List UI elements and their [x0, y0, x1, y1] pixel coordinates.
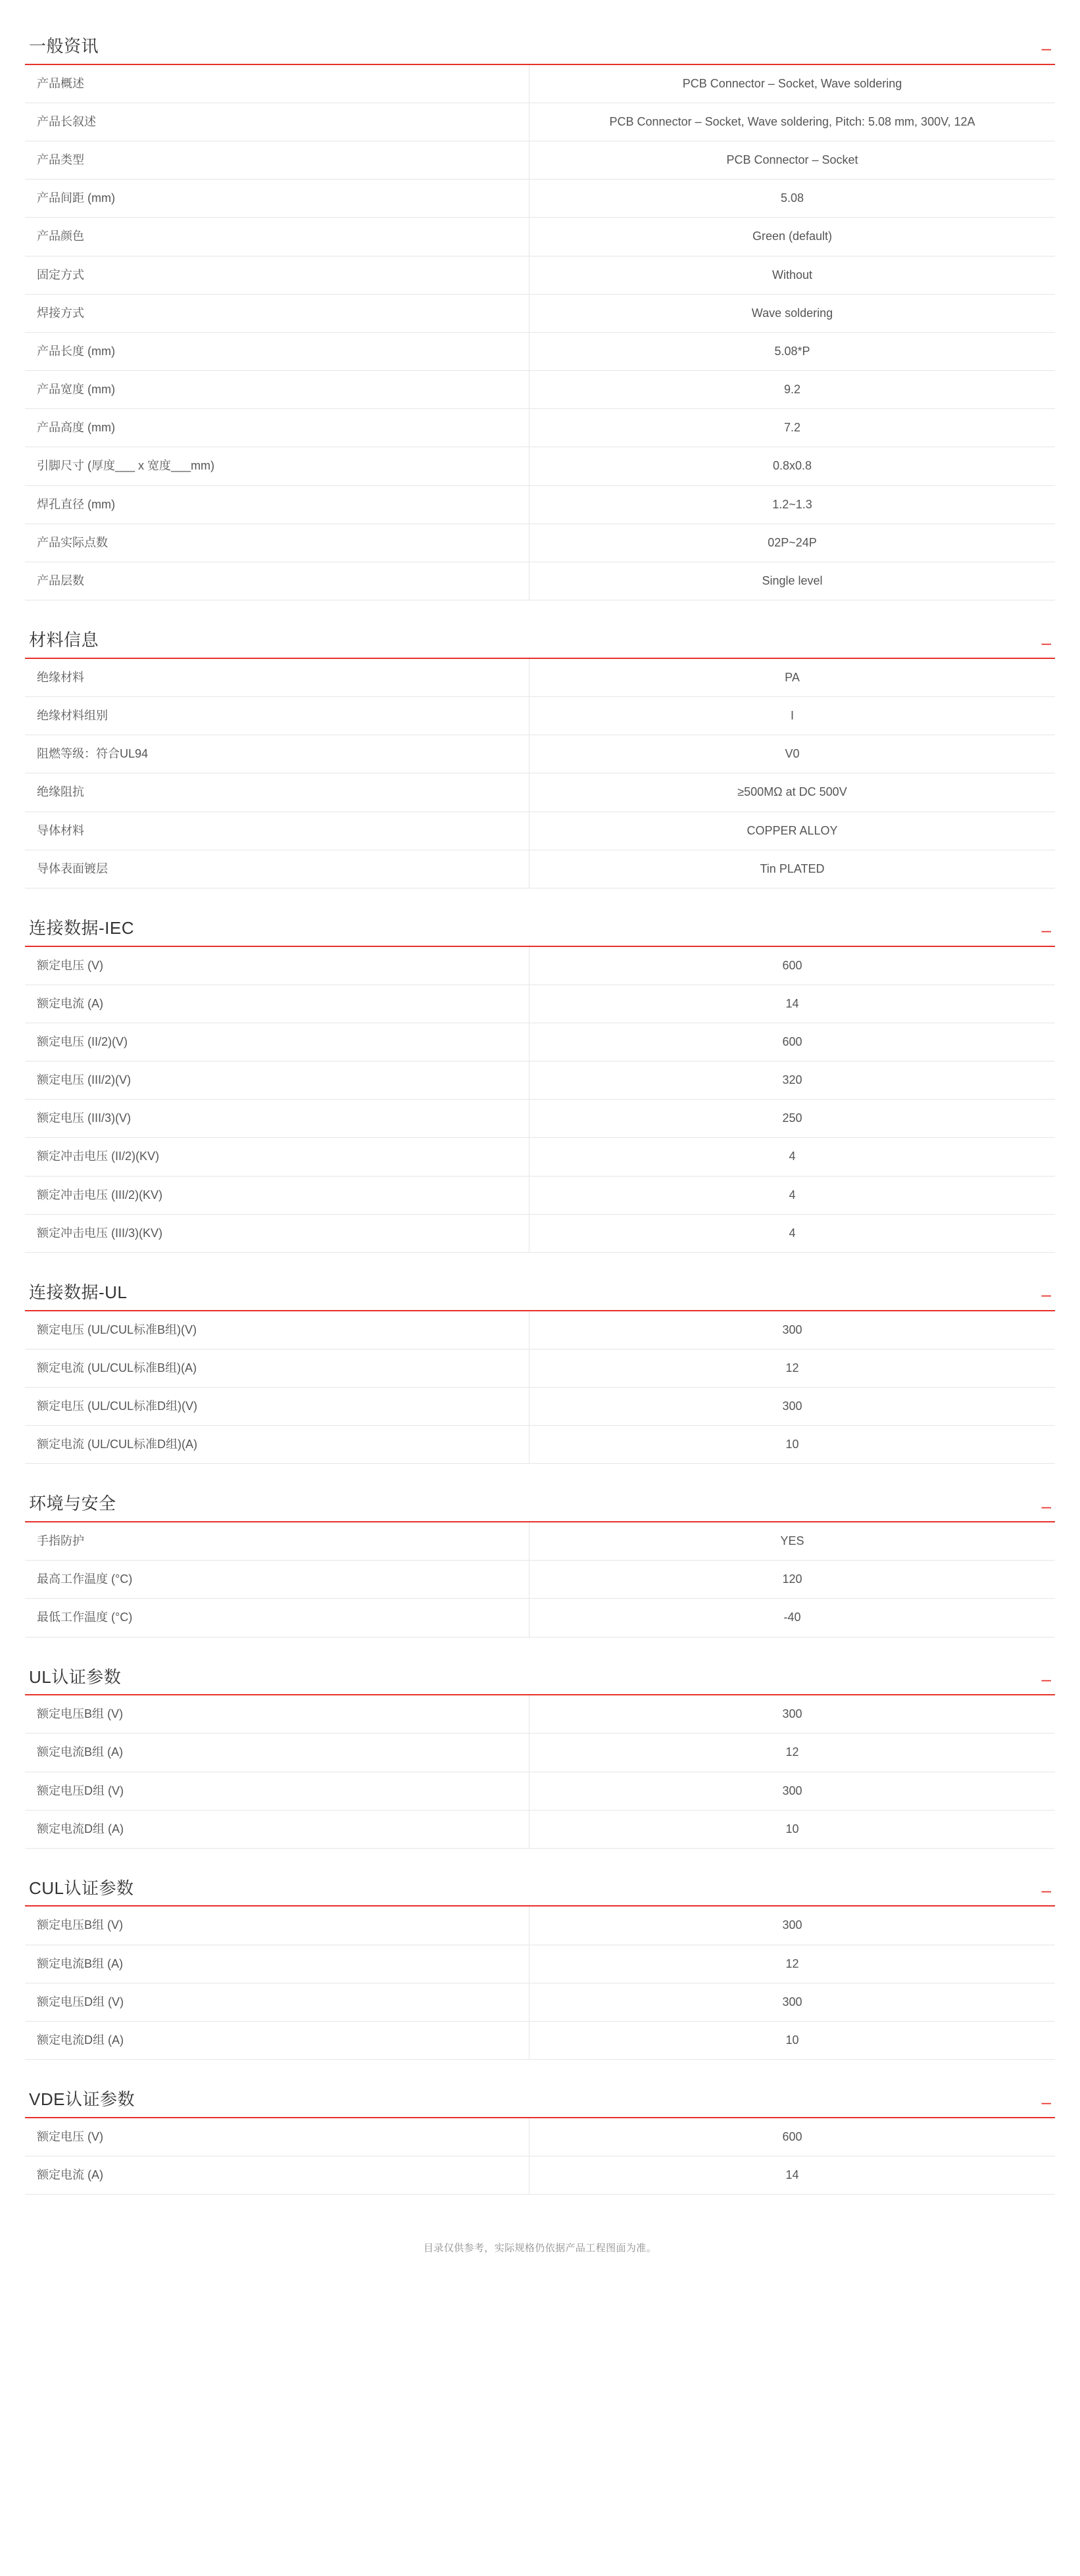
table-row: [25, 1907, 1055, 1945]
spec-key: 导体表面镀层: [25, 850, 529, 888]
spec-value: 7.2: [783, 421, 801, 435]
spec-key: 产品宽度 (mm): [25, 371, 529, 409]
spec-value: 600: [782, 958, 802, 972]
spec-section: [25, 1283, 1055, 1464]
section-title: 环境与安全: [29, 1494, 116, 1514]
collapse-minus-icon[interactable]: –: [1041, 1668, 1051, 1689]
spec-value: PCB Connector – Socket: [726, 153, 858, 166]
section-header[interactable]: [25, 37, 1055, 65]
spec-value: Single level: [762, 574, 823, 588]
table-row: [25, 294, 1055, 332]
section-header[interactable]: [25, 1879, 1055, 1907]
spec-key: 额定电压D组 (V): [25, 1983, 529, 2021]
spec-key: 额定电流 (A): [25, 984, 529, 1023]
table-row: [25, 103, 1055, 141]
spec-section: [25, 631, 1055, 888]
spec-key: 焊孔直径 (mm): [25, 485, 529, 523]
spec-key: 产品实际点数: [25, 523, 529, 562]
top-spacer: [25, 0, 1055, 7]
table-row: [25, 562, 1055, 600]
spec-value: 300: [782, 1784, 802, 1797]
spec-key: 绝缘阻抗: [25, 773, 529, 812]
spec-key: 产品层数: [25, 562, 529, 600]
table-row: [25, 850, 1055, 888]
spec-key: 产品颜色: [25, 218, 529, 256]
spec-key: 产品类型: [25, 141, 529, 179]
section-title: VDE认证参数: [29, 2089, 135, 2110]
table-row: [25, 371, 1055, 409]
spec-value: ≥500MΩ at DC 500V: [737, 785, 847, 799]
spec-key: 最低工作温度 (°C): [25, 1599, 529, 1637]
table-row: [25, 659, 1055, 697]
footer-note: 目录仅供参考，实际规格仍依据产品工程图面为准。: [423, 2243, 657, 2254]
spec-section: [25, 919, 1055, 1253]
spec-value: 14: [785, 2168, 799, 2181]
collapse-minus-icon[interactable]: –: [1041, 1284, 1051, 1305]
spec-value: Tin PLATED: [760, 862, 825, 875]
spec-value: PA: [785, 670, 800, 684]
section-title: 连接数据-IEC: [29, 917, 135, 938]
section-title: 连接数据-UL: [29, 1282, 128, 1303]
spec-section: [25, 1494, 1055, 1637]
spec-table: [25, 659, 1055, 888]
table-row: [25, 1349, 1055, 1387]
spec-key: 额定电流 (A): [25, 2156, 529, 2195]
table-row: [25, 984, 1055, 1023]
spec-key: 额定电流D组 (A): [25, 2022, 529, 2060]
spec-value: 300: [782, 1918, 802, 1932]
spec-table: [25, 947, 1055, 1253]
spec-table: [25, 1522, 1055, 1638]
spec-value: 320: [782, 1073, 802, 1087]
table-row: [25, 1100, 1055, 1138]
spec-table: [25, 65, 1055, 601]
table-row: [25, 65, 1055, 103]
spec-value: 10: [785, 1822, 799, 1835]
table-row: [25, 1734, 1055, 1772]
spec-value: I: [790, 709, 794, 722]
table-row: [25, 180, 1055, 218]
collapse-minus-icon[interactable]: –: [1041, 1495, 1051, 1516]
spec-key: 额定电流B组 (A): [25, 1734, 529, 1772]
table-row: [25, 1214, 1055, 1252]
spec-value: 600: [782, 1034, 802, 1048]
section-header[interactable]: [25, 919, 1055, 947]
spec-section: [25, 2090, 1055, 2195]
spec-key: 额定电压 (III/2)(V): [25, 1061, 529, 1100]
section-title: 材料信息: [29, 630, 99, 650]
table-row: [25, 1311, 1055, 1349]
table-row: [25, 332, 1055, 370]
section-title: CUL认证参数: [29, 1878, 134, 1898]
spec-key: 额定冲击电压 (III/2)(KV): [25, 1176, 529, 1214]
table-row: [25, 523, 1055, 562]
section-title: 一般资讯: [29, 36, 99, 56]
spec-table: [25, 1907, 1055, 2060]
spec-key: 导体材料: [25, 812, 529, 850]
spec-value: 5.08*P: [774, 344, 810, 358]
spec-key: 额定电压B组 (V): [25, 1907, 529, 1945]
table-row: [25, 1810, 1055, 1848]
spec-value: 5.08: [780, 191, 804, 205]
spec-value: 300: [782, 1323, 802, 1336]
spec-key: 额定电流D组 (A): [25, 1810, 529, 1848]
spec-value: YES: [780, 1534, 804, 1547]
spec-value: 10: [785, 2033, 799, 2047]
table-row: [25, 2118, 1055, 2156]
table-row: [25, 947, 1055, 985]
spec-value: 14: [785, 996, 799, 1010]
table-row: [25, 1561, 1055, 1599]
table-row: [25, 1138, 1055, 1176]
section-title: UL认证参数: [29, 1666, 122, 1687]
spec-section: [25, 1879, 1055, 2060]
table-row: [25, 409, 1055, 447]
collapse-minus-icon[interactable]: –: [1041, 632, 1051, 652]
spec-value: 12: [785, 1745, 799, 1759]
spec-key: 额定电流 (UL/CUL标准B组)(A): [25, 1349, 529, 1387]
table-row: [25, 1176, 1055, 1214]
section-header[interactable]: [25, 2090, 1055, 2118]
table-row: [25, 1426, 1055, 1464]
spec-key: 产品概述: [25, 65, 529, 103]
spec-value: 4: [789, 1188, 796, 1202]
spec-key: 额定冲击电压 (II/2)(KV): [25, 1138, 529, 1176]
section-header[interactable]: [25, 1494, 1055, 1522]
spec-key: 产品长度 (mm): [25, 332, 529, 370]
spec-key: 固定方式: [25, 256, 529, 294]
spec-key: 额定电压 (V): [25, 2118, 529, 2156]
spec-key: 额定电流 (UL/CUL标准D组)(A): [25, 1426, 529, 1464]
spec-value: Wave soldering: [751, 306, 833, 320]
spec-key: 额定电流B组 (A): [25, 1945, 529, 1983]
spec-key: 产品间距 (mm): [25, 180, 529, 218]
spec-key: 手指防护: [25, 1522, 529, 1561]
spec-value: 300: [782, 1995, 802, 2008]
table-row: [25, 1983, 1055, 2021]
table-row: [25, 1695, 1055, 1734]
spec-key: 额定电压B组 (V): [25, 1695, 529, 1734]
collapse-minus-icon[interactable]: –: [1041, 38, 1051, 59]
table-row: [25, 812, 1055, 850]
spec-key: 额定电压 (UL/CUL标准D组)(V): [25, 1388, 529, 1426]
spec-table: [25, 2118, 1055, 2195]
table-row: [25, 256, 1055, 294]
table-row: [25, 2156, 1055, 2195]
spec-value: PCB Connector – Socket, Wave soldering, Pitch: 5.08 mm, 300V, 12A: [609, 114, 975, 128]
spec-value: 12: [785, 1361, 799, 1374]
table-row: [25, 1772, 1055, 1810]
spec-value: PCB Connector – Socket, Wave soldering: [682, 76, 902, 90]
spec-value: -40: [783, 1611, 801, 1624]
collapse-minus-icon[interactable]: –: [1041, 1880, 1051, 1901]
collapse-minus-icon[interactable]: –: [1041, 920, 1051, 940]
table-row: [25, 735, 1055, 773]
spec-value: 300: [782, 1399, 802, 1413]
spec-value: 02P~24P: [768, 535, 817, 549]
spec-key: 额定电压 (UL/CUL标准B组)(V): [25, 1311, 529, 1349]
table-row: [25, 1388, 1055, 1426]
spec-value: 300: [782, 1707, 802, 1721]
spec-value: 4: [789, 1150, 796, 1163]
section-header[interactable]: [25, 1283, 1055, 1311]
spec-value: 0.8x0.8: [772, 459, 812, 473]
spec-key: 额定电压 (II/2)(V): [25, 1023, 529, 1061]
spec-value: 600: [782, 2129, 802, 2143]
spec-value: 4: [789, 1226, 796, 1240]
table-row: [25, 2022, 1055, 2060]
spec-value: V0: [785, 747, 800, 761]
spec-value: 9.2: [783, 383, 801, 397]
table-row: [25, 1945, 1055, 1983]
spec-key: 产品高度 (mm): [25, 409, 529, 447]
table-row: [25, 1522, 1055, 1561]
spec-value: Without: [772, 268, 813, 281]
sections-container: [25, 37, 1055, 2195]
spec-key: 焊接方式: [25, 294, 529, 332]
table-row: [25, 1061, 1055, 1100]
table-row: [25, 447, 1055, 485]
spec-value: 1.2~1.3: [772, 497, 812, 511]
spec-section: [25, 1668, 1055, 1849]
spec-table: [25, 1695, 1055, 1849]
spec-section: [25, 37, 1055, 600]
table-row: [25, 141, 1055, 179]
spec-key: 阻燃等级：符合UL94: [25, 735, 529, 773]
section-header[interactable]: [25, 1668, 1055, 1696]
spec-key: 额定电压D组 (V): [25, 1772, 529, 1810]
section-header[interactable]: [25, 631, 1055, 659]
table-row: [25, 773, 1055, 812]
spec-key: 额定电压 (III/3)(V): [25, 1100, 529, 1138]
spec-key: 额定电压 (V): [25, 947, 529, 985]
spec-key: 绝缘材料组别: [25, 697, 529, 735]
spec-table: [25, 1311, 1055, 1465]
spec-value: 120: [782, 1572, 802, 1586]
table-row: [25, 697, 1055, 735]
spec-value: Green (default): [752, 230, 833, 243]
spec-key: 额定冲击电压 (III/3)(KV): [25, 1214, 529, 1252]
table-row: [25, 485, 1055, 523]
spec-key: 引脚尺寸 (厚度___ x 宽度___mm): [25, 447, 529, 485]
spec-key: 最高工作温度 (°C): [25, 1561, 529, 1599]
spec-value: 250: [782, 1111, 802, 1125]
spec-value: COPPER ALLOY: [747, 823, 838, 837]
table-row: [25, 1023, 1055, 1061]
collapse-minus-icon[interactable]: –: [1041, 2091, 1051, 2112]
spec-key: 绝缘材料: [25, 659, 529, 697]
table-row: [25, 1599, 1055, 1637]
spec-key: 产品长叙述: [25, 103, 529, 141]
spec-value: 10: [785, 1438, 799, 1451]
table-row: [25, 218, 1055, 256]
spec-value: 12: [785, 1956, 799, 1970]
